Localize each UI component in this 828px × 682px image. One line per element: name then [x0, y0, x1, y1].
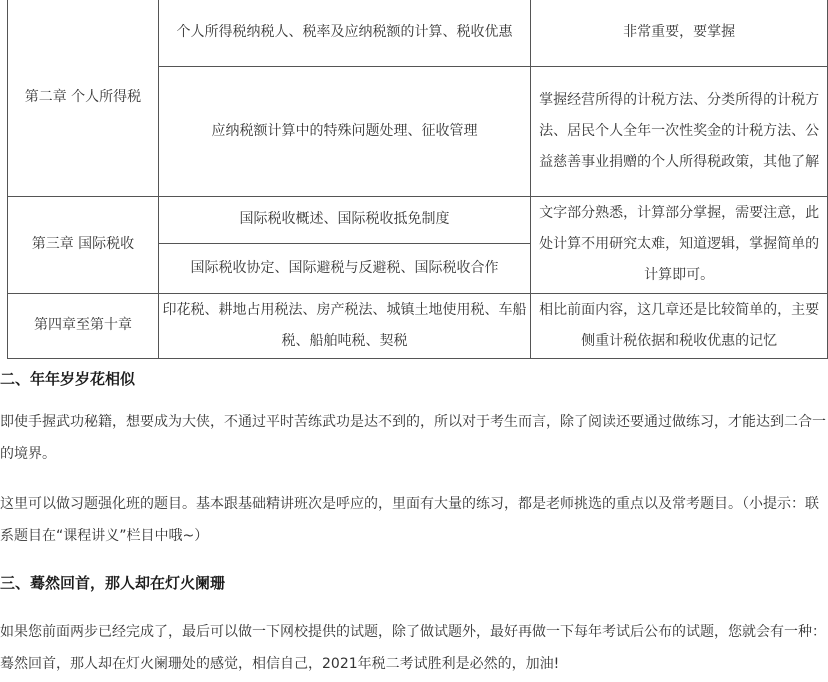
paragraph: 即使手握武功秘籍，想要成为大侠，不通过平时苦练武功是达不到的，所以对于考生而言，除了阅读还要通过做练习，才能达到二合一的境界。 [0, 414, 826, 462]
content-cell: 国际税收协定、国际避税与反避税、国际税收合作 [158, 243, 530, 293]
requirement-cell: 相比前面内容，这几章还是比较简单的，主要侧重计税依据和税收优惠的记忆 [531, 293, 828, 358]
paragraph: 如果您前面两步已经完成了，最后可以做一下网校提供的试题，除了做试题外，最好再做一下每年考试后公布的试题，您就会有一种：蓦然回首，那人却在灯火阑珊处的感觉，相信自己，2021年税二考试胜利是必然的，加油! [0, 624, 826, 672]
content-cell: 应纳税额计算中的特殊问题处理、征收管理 [158, 66, 530, 196]
section-heading: 三、蓦然回首，那人却在灯火阑珊 [0, 574, 226, 592]
table-row [8, 196, 828, 243]
content-cell: 个人所得税纳税人、税率及应纳税额的计算、税收优惠 [158, 0, 530, 66]
table-row [8, 0, 828, 66]
requirement-cell: 非常重要，要掌握 [531, 0, 828, 66]
chapter-cell: 第三章 国际税收 [8, 196, 159, 293]
requirement-cell: 掌握经营所得的计税方法、分类所得的计税方法、居民个人全年一次性奖金的计税方法、公益慈善事业捐赠的个人所得税政策，其他了解 [531, 66, 828, 196]
requirement-cell: 文字部分熟悉，计算部分掌握，需要注意，此处计算不用研究太难，知道逻辑，掌握简单的计算即可。 [531, 196, 828, 293]
content-cell: 国际税收概述、国际税收抵免制度 [158, 196, 530, 243]
table-row [8, 293, 828, 358]
content-cell: 印花税、耕地占用税法、房产税法、城镇土地使用税、车船税、船舶吨税、契税 [158, 293, 530, 358]
section-heading: 二、年年岁岁花相似 [0, 370, 136, 388]
paragraph: 这里可以做习题强化班的题目。基本跟基础精讲班次是呼应的，里面有大量的练习，都是老师挑选的重点以及常考题目。（小提示：联系题目在“课程讲义”栏目中哦~） [0, 496, 819, 544]
chapter-cell: 第二章 个人所得税 [8, 0, 159, 196]
syllabus-table [7, 0, 828, 359]
chapter-cell: 第四章至第十章 [8, 293, 159, 358]
